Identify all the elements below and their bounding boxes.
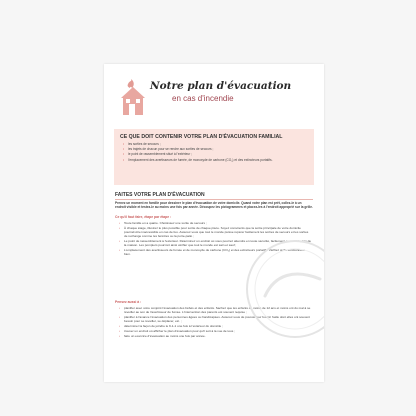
list-item: • Toute famille en a quatre. Choisissez une sortie de secours ; [124,221,312,225]
document-page [104,64,324,382]
page-title: Notre plan d'évacuation [150,80,292,92]
list-item: • Le point de rassemblement à l'extérieur. Déterminez un endroit où vous pourrez attendre en toute sécurité, facilement accessible, loin de la maison. Les pompiers pourront ainsi vérifier que tout le monde est sain et sauf ; [124,239,312,247]
divider [115,199,313,200]
summary-list [128,142,308,163]
section-intro: Prenez un moment en famille pour dessiner le plan d'évacuation de votre domicile. Quand votre plan est prêt, collez-le à un endroit visible et testez-le au moins une fois par année. Découpez les pictogrammes et placez-les à l'endroit approprié sur la grille. [115,201,313,210]
list-item: • À chaque étage, illustrez le plus possible pour sortie de chaque pièce. Soyez conscients que la sortie principale de votre domicile pourrait être inaccessible en cas de feu. Assurez-vous que tout le monde puisse repérer facilement les sorties de secours et les sorties de rechange comme les fenêtres ou la porte-patio ; [124,226,312,239]
list-item: • déterminer la façon de joindre le 9-1-1 une fois à l'extérieur du domicile ; [124,324,312,328]
list-item: • le point de rassemblement situé à l'extérieur ; [128,152,308,157]
list-item: • l'emplacement des avertisseurs de fumée, de monoxyde de carbone (CO₂) et des extincteurs portatifs. [128,158,308,163]
circular-watermark-icon [240,234,324,344]
list-item: • L'emplacement des avertisseurs de fumée et de monoxyde de carbone (CO₂) et des extincteurs portatifs. Vérifiez qu'ils fonctionnent bien. [124,248,312,256]
list-item: • planifier avec votre conjoint l'évacuation des bébés et des enfants. Sachez que les enfants de moins de 12 ans et moins ont du mal à se réveiller au son de l'avertisseur de fumée. L'intervention des parents est souvent requise ; [124,306,312,314]
list-item: • les sorties de secours ; [128,142,308,147]
house-fire-icon [118,78,148,118]
page-subtitle: en cas d'incendie [172,94,234,103]
tips-heading: Pensez aussi à : [115,300,142,304]
list-item: • trouver un endroit où afficher le plan d'évacuation pour qu'il soit à la vue de tous ; [124,329,312,333]
list-item: • les trajets de chacun pour se rendre aux sorties de secours ; [128,147,308,152]
list-item: • faire un exercice d'évacuation au moins une fois par année. [124,334,312,338]
list-item: • planifier à l'avance l'évacuation des personnes âgées ou handicapées. Assurez-vous de pouvoir leur fournir l'aide dont elles ont souvent besoin pour se réveiller, se déplacer, etc. ; [124,315,312,323]
steps-heading: Ce qu'il faut faire, étape par étape : [115,215,172,219]
summary-heading: CE QUE DOIT CONTENIR VOTRE PLAN D'ÉVACUATION FAMILIAL [120,134,283,140]
summary-box [114,129,314,185]
section-heading: FAITES VOTRE PLAN D'ÉVACUATION [115,192,205,198]
